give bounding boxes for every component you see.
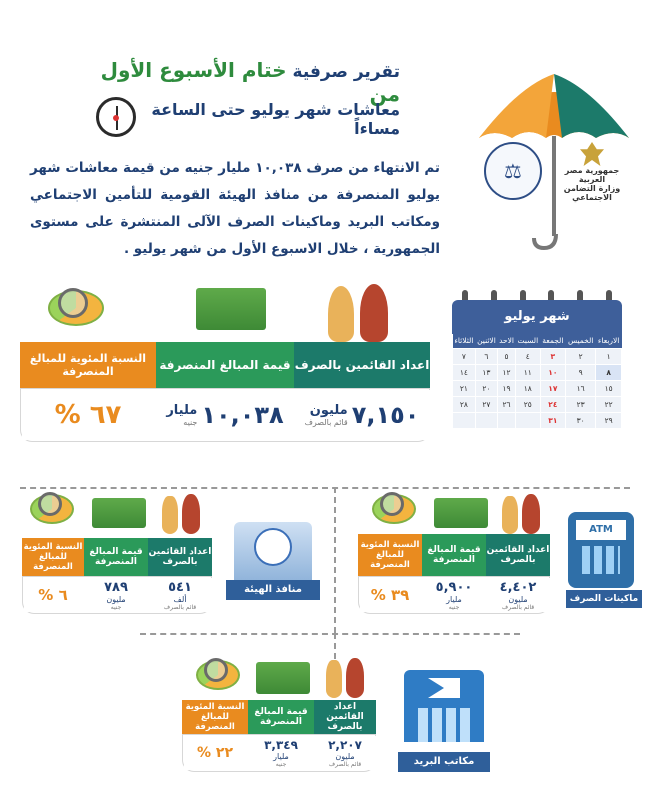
calendar-title: شهر يوليو [452, 300, 622, 334]
calendar-date [475, 412, 497, 428]
outlets-percent-header: النسبة المئوية للمبالغ المنصرفة [22, 538, 84, 576]
calendar-date: ٤ [515, 348, 540, 364]
calendar-date: ٢٥ [515, 396, 540, 412]
calendar-date: ٢٧ [475, 396, 497, 412]
calendar-date: ٦ [475, 348, 497, 364]
calendar-date: ١٤ [453, 364, 476, 380]
outlet-building-icon [228, 512, 318, 582]
calendar-date: ٢٤ [540, 396, 565, 412]
divider-top [20, 487, 630, 489]
calendar-date: ٣٠ [565, 412, 595, 428]
atm-amount-unit: مليار [446, 594, 462, 604]
total-percent-header: النسبة المئوية للمبالغ المنصرفة [20, 342, 156, 388]
calendar-date: ٢٢ [596, 396, 622, 412]
calendar-grid [452, 334, 622, 429]
total-percent: ٦٧ % [54, 400, 122, 430]
calendar-date [453, 412, 476, 428]
calendar-day-header: الاربعاء [596, 334, 622, 348]
atm-percent: ٣٩ % [370, 586, 410, 604]
atm-amount-sub: جنيه [448, 603, 460, 611]
post-beneficiaries-cell [314, 736, 376, 770]
nosi-logo: ⚖ [484, 142, 542, 200]
post-amount-sub: جنيه [275, 761, 287, 768]
outlets-beneficiaries-header: اعداد القائمين بالصرف [148, 538, 212, 576]
atm-beneficiaries-sub: قائم بالصرف [501, 603, 535, 611]
atm-percent-cell [360, 578, 420, 612]
calendar-date: ٢٣ [565, 396, 595, 412]
outlets-beneficiaries: ٥٤١ [168, 579, 192, 595]
title-prefix: تقرير صرفية [292, 62, 400, 82]
divider-middle [334, 487, 336, 633]
post-percent-header: النسبة المئوية للمبالغ المنصرفة [182, 700, 248, 734]
atm-money-icon [434, 498, 488, 528]
atm-amount-cell [422, 578, 486, 612]
calendar-date: ١٠ [540, 364, 565, 380]
post-beneficiaries-sub: قائم بالصرف [328, 761, 362, 768]
post-beneficiaries-header: اعداد القائمين بالصرف [314, 700, 376, 734]
atm-keypad [582, 546, 620, 574]
calendar-date: ٣ [540, 348, 565, 364]
outlets-amount-cell [84, 578, 148, 612]
outlets-elderly-icon [160, 490, 202, 534]
post-percent-cell [184, 736, 246, 770]
outlets-magnifier-icon [38, 492, 62, 516]
atm-beneficiaries-cell [486, 578, 550, 612]
total-amount-unit: مليار [166, 403, 198, 418]
total-amount: ١٠,٠٣٨ [201, 401, 284, 429]
atm-icon [568, 512, 634, 588]
post-elderly-icon [324, 654, 366, 698]
calendar-day-header: الاثنين [475, 334, 497, 348]
calendar-date: ١٥ [596, 380, 622, 396]
total-beneficiaries-header: اعداد القائمين بالصرف [294, 342, 430, 388]
post-office-icon [396, 664, 492, 754]
atm-beneficiaries-unit: مليون [508, 594, 528, 604]
outlets-amount-sub: جنيه [110, 603, 122, 611]
calendar-date: ١٦ [565, 380, 595, 396]
outlets-amount: ٧٨٩ [104, 579, 128, 595]
outlets-label: منافذ الهيئة [226, 580, 320, 600]
post-beneficiaries-unit: مليون [335, 752, 355, 761]
total-amount-cell [156, 390, 294, 440]
calendar-date: ٢ [565, 348, 595, 364]
calendar-day-header: الاحد [498, 334, 516, 348]
atm-amount: ٥,٩٠٠ [435, 579, 473, 595]
ministry-logo [562, 142, 622, 202]
calendar-day-header: الخميس [565, 334, 595, 348]
post-amount-cell [248, 736, 314, 770]
calendar-date: ٣١ [540, 412, 565, 428]
calendar-day-header: الجمعة [540, 334, 565, 348]
calendar-date: ٢٦ [498, 396, 516, 412]
ministry-line2: وزارة التضامن الاجتماعي [563, 184, 621, 202]
outlets-percent: ٦ % [38, 586, 68, 604]
calendar-date: ٨ [596, 364, 622, 380]
atm-elderly-icon [500, 490, 542, 534]
total-beneficiaries-sub: قائم بالصرف [304, 418, 348, 427]
atm-percent-header: النسبة المئوية للمبالغ المنصرفة [358, 534, 422, 576]
magnifier-icon [58, 288, 88, 318]
outlets-amount-header: قيمة المبالغ المنصرفة [84, 538, 148, 576]
calendar-date [498, 412, 516, 428]
post-beneficiaries: ٢,٢٠٧ [328, 738, 362, 752]
calendar-date: ١٧ [540, 380, 565, 396]
calendar-date: ١٩ [498, 380, 516, 396]
calendar-date: ٢١ [453, 380, 476, 396]
divider-bottom [140, 633, 520, 635]
calendar-day-header: الثلاثاء [453, 334, 476, 348]
post-amount-header: قيمة المبالغ المنصرفة [248, 700, 314, 734]
total-beneficiaries-unit: مليون [309, 403, 348, 418]
total-amount-header: قيمة المبالغ المنصرفة [156, 342, 294, 388]
total-percent-cell [22, 390, 154, 440]
post-label: مكاتب البريد [398, 752, 490, 772]
calendar-date: ١ [596, 348, 622, 364]
atm-screen: ATM [576, 520, 626, 540]
atm-beneficiaries-header: اعداد القائمين بالصرف [486, 534, 550, 576]
title-line2-prefix: معاشات شهر يوليو حتى الساعة [151, 100, 400, 119]
calendar-day-header: السبت [515, 334, 540, 348]
outlets-money-icon [92, 498, 146, 528]
calendar-date: ٢٩ [596, 412, 622, 428]
calendar-date: ٩ [565, 364, 595, 380]
calendar-date: ١٨ [515, 380, 540, 396]
atm-label: ماكينات الصرف الآلي [566, 590, 642, 608]
post-magnifier-icon [204, 658, 228, 682]
atm-amount-header: قيمة المبالغ المنصرفة [422, 534, 486, 576]
outlets-beneficiaries-sub: قائم بالصرف [163, 603, 197, 611]
intro-paragraph: تم الانتهاء من صرف ١٠,٠٣٨ مليار جنيه من قيمة معاشات شهر يوليو المنصرفة من منافذ الهيئة القومية للتأمين الاجتماعي ومكاتب البريد وماكينات الصرف الآلى المنتشرة على مستوى الجمهورية ، خلال الاسبوع الأول من شهر يوليو . [30, 160, 440, 257]
report-title-line2 [40, 100, 400, 138]
calendar-date: ٢٠ [475, 380, 497, 396]
ministry-line1: جمهورية مصر العربية [564, 166, 620, 184]
atm-beneficiaries: ٤,٤٠٢ [499, 579, 537, 595]
money-stack-icon [196, 288, 266, 330]
calendar-date: ١٢ [498, 364, 516, 380]
post-amount: ٣,٣٤٩ [264, 738, 298, 752]
outlets-amount-unit: مليون [106, 594, 126, 604]
calendar-date: ٢٨ [453, 396, 476, 412]
title-line2-suffix: مساءاً [354, 119, 400, 138]
elderly-couple-icon [324, 280, 394, 344]
outlets-percent-cell [24, 578, 82, 612]
calendar-date [515, 412, 540, 428]
total-beneficiaries-cell [294, 390, 430, 440]
total-beneficiaries: ٧,١٥٠ [351, 401, 420, 429]
outlets-beneficiaries-cell [148, 578, 212, 612]
clock-icon [96, 97, 136, 137]
title-highlight: ختام الأسبوع الأول من [100, 58, 400, 106]
atm-magnifier-icon [380, 492, 404, 516]
calendar [452, 300, 622, 450]
eagle-icon [580, 142, 604, 166]
calendar-date: ١١ [515, 364, 540, 380]
total-amount-sub: جنيه [183, 418, 198, 427]
calendar-date: ١٣ [475, 364, 497, 380]
outlets-beneficiaries-unit: ألف [173, 594, 187, 604]
post-money-icon [256, 662, 310, 694]
calendar-date: ٧ [453, 348, 476, 364]
post-amount-unit: مليار [273, 752, 289, 761]
calendar-date: ٥ [498, 348, 516, 364]
post-percent: ٢٢ % [197, 745, 233, 761]
